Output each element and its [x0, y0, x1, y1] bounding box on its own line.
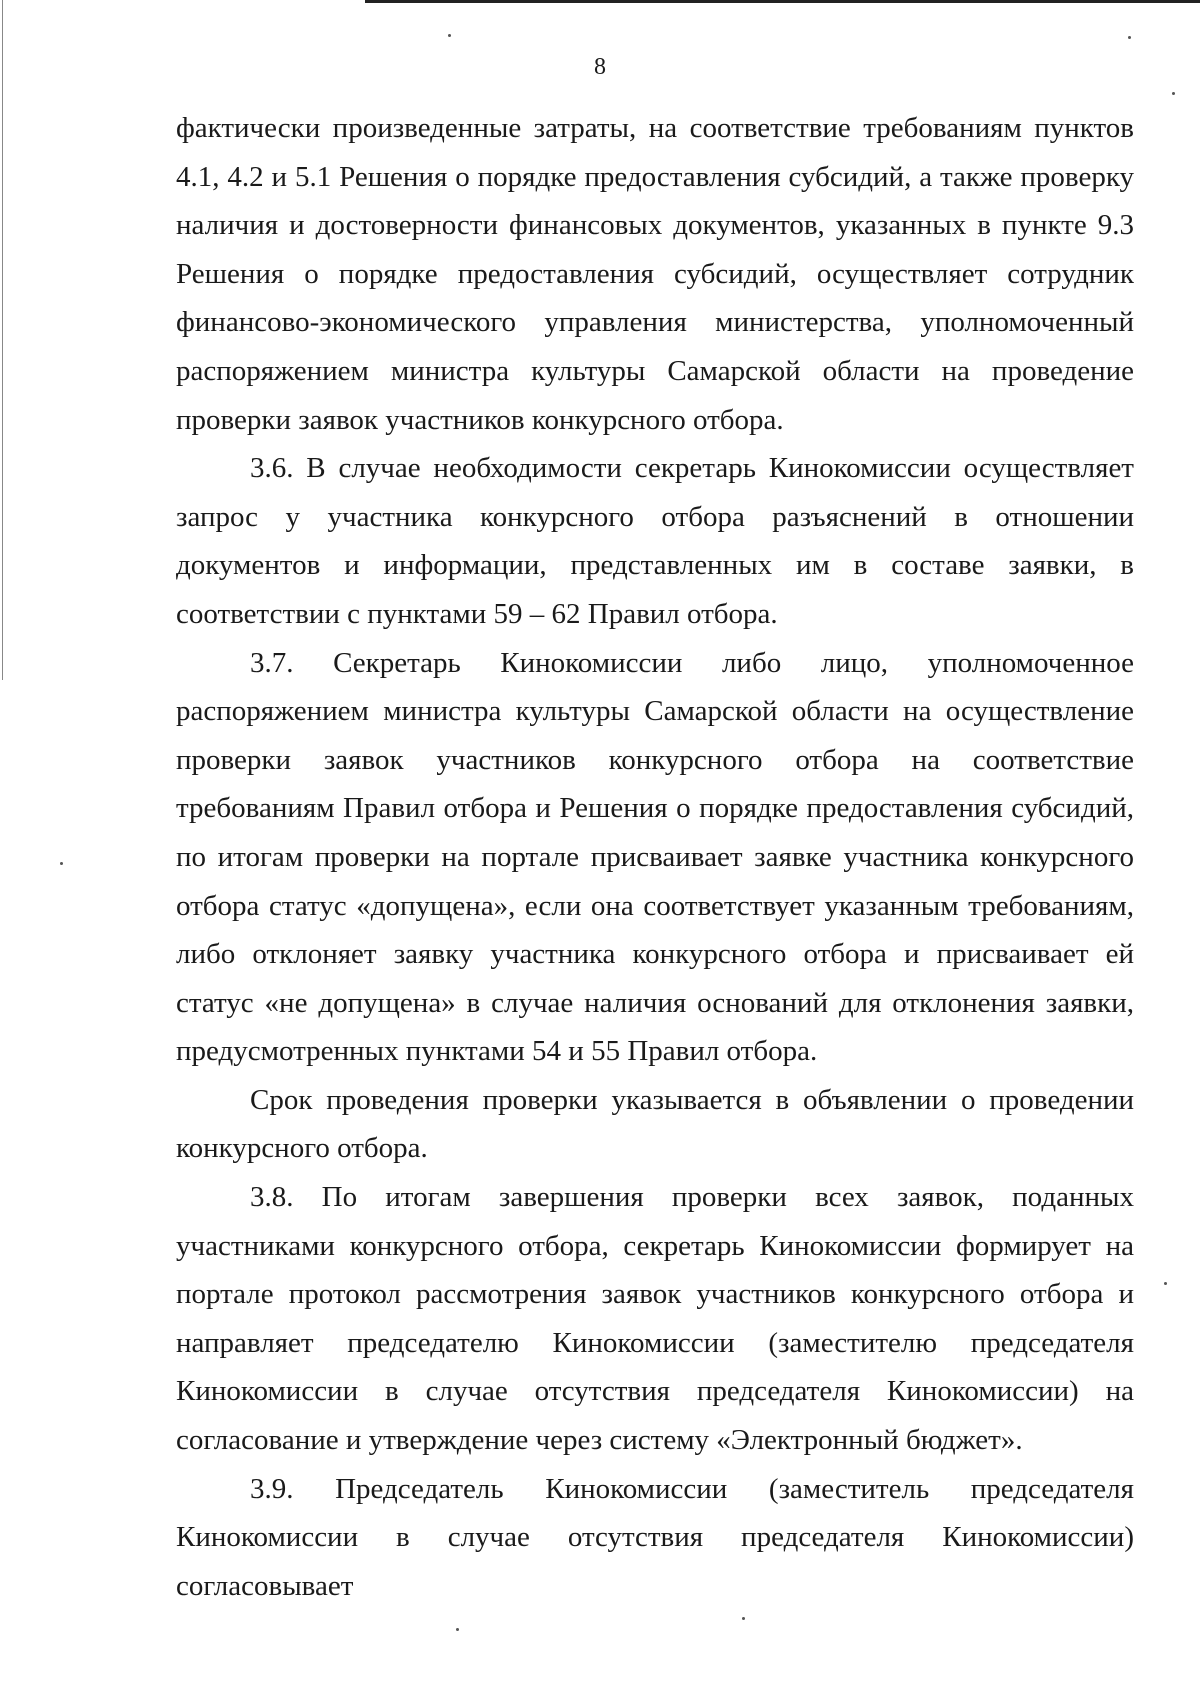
paragraph-3-7: 3.7. Секретарь Кинокомиссии либо лицо, уполномоченное распоряжением министра культуры Самарской области на осуществление проверки заявок участников конкурсного отбора на соответствие требованиям Правил отбора и Решения о порядке предоставления субсидий, по итогам проверки на портале присваивает заявке участника конкурсного отбора статус «допущена», если она соответствует указанным требованиям, либо отклоняет заявку участника конкурсного отбора и присваивает ей статус «не допущена» в случае наличия оснований для отклонения заявки, предусмотренных пунктами 54 и 55 Правил отбора. — [176, 646, 1134, 1068]
paragraph-3-8: 3.8. По итогам завершения проверки всех заявок, поданных участниками конкурсного отбора, секретарь Кинокомиссии формирует на портале протокол рассмотрения заявок участников конкурсного отбора и направляет председателю Кинокомиссии (заместителю председателя Кинокомиссии в случае отсутствия председателя Кинокомиссии) на согласование и утверждение через систему «Электронный бюджет». — [176, 1181, 1134, 1457]
left-page-edge — [2, 0, 3, 680]
scan-speck — [742, 1617, 745, 1620]
paragraph-3-6: 3.6. В случае необходимости секретарь Кинокомиссии осуществляет запрос у участника конкурсного отбора разъяснений в отношении документов и информации, представленных им в составе заявки, в соответствии с пунктами 59 – 62 Правил отбора. — [176, 452, 1134, 630]
page-number: 8 — [594, 54, 606, 80]
scan-speck — [1172, 92, 1175, 95]
paragraph-term: Срок проведения проверки указывается в объявлении о проведении конкурсного отбора. — [176, 1083, 1134, 1165]
scan-speck — [456, 1628, 459, 1631]
scan-speck — [448, 34, 451, 37]
paragraph-continuation: фактически произведенные затраты, на соответствие требованиям пунктов 4.1, 4.2 и 5.1 Решения о порядке предоставления субсидий, а также проверку наличия и достоверности финансовых документов, указанных в пункте 9.3 Решения о порядке предоставления субсидий, осуществляет сотрудник финансово-экономического управления министерства, уполномоченный распоряжением министра культуры Самарской области на проведение проверки заявок участников конкурсного отбора. — [176, 112, 1134, 436]
document-body — [176, 104, 1134, 1610]
scan-speck — [60, 862, 63, 865]
scan-speck — [1164, 1282, 1167, 1285]
top-border-line — [365, 0, 1200, 3]
paragraph-3-9: 3.9. Председатель Кинокомиссии (заместитель председателя Кинокомиссии в случае отсутствия председателя Кинокомиссии) согласовывает — [176, 1472, 1134, 1602]
scan-speck — [1128, 36, 1131, 39]
